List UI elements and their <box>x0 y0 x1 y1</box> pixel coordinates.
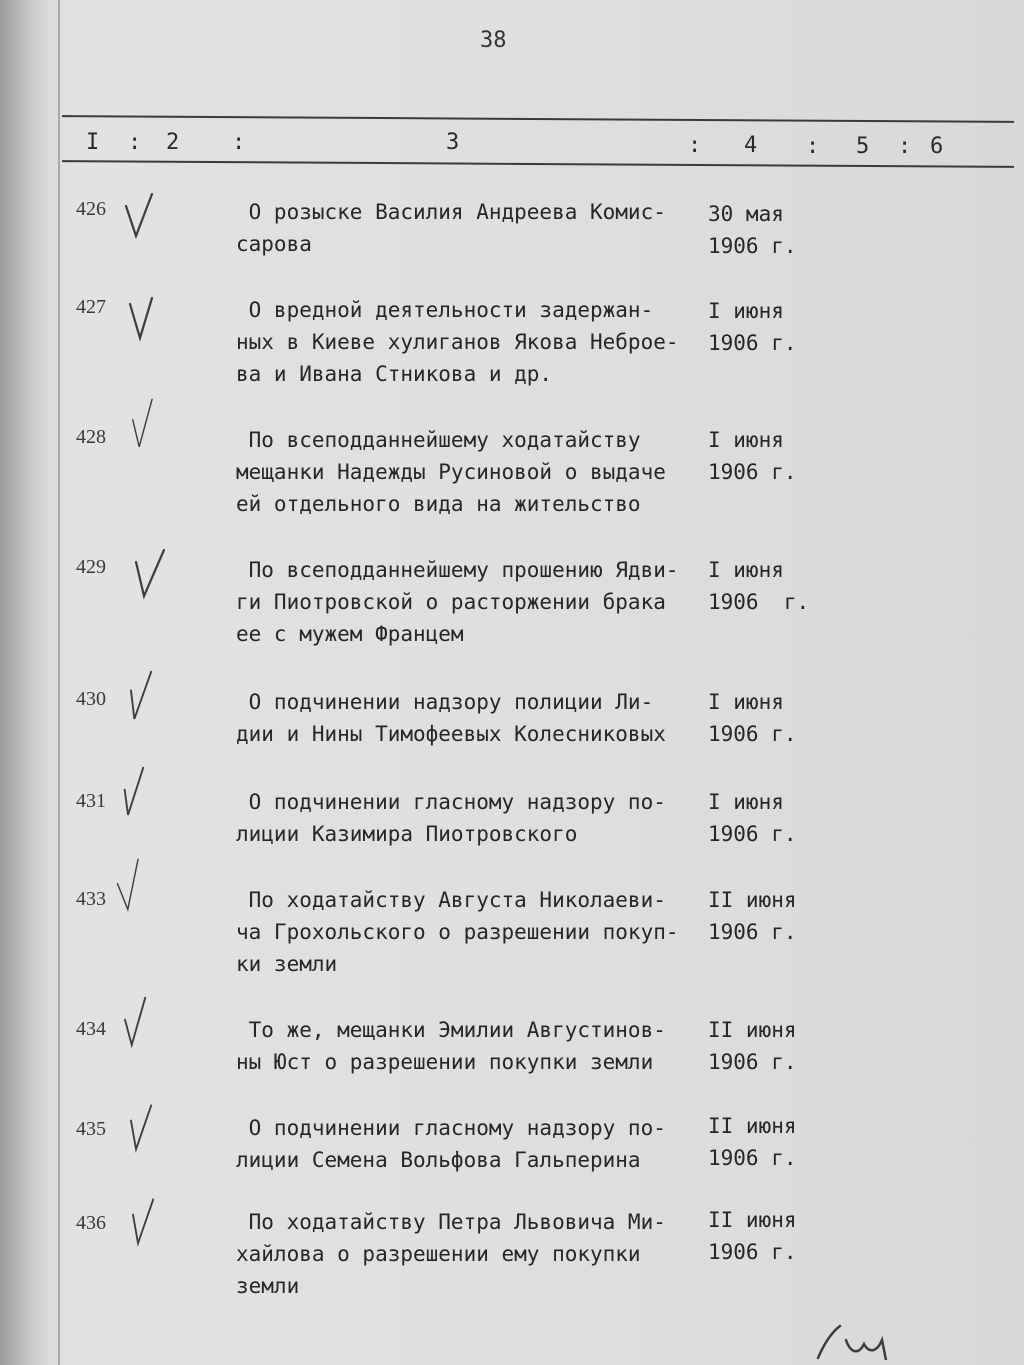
entry-date: II июня 1906 г. <box>708 1114 797 1170</box>
entry-number: 435 <box>76 1118 106 1140</box>
checkmark-icon <box>132 548 178 602</box>
entry-number: 436 <box>76 1212 106 1234</box>
entry-description: По ходатайству Августа Николаеви- ча Грохольского о разрешении покуп- ки земли <box>236 888 679 976</box>
entry-date: I июня 1906 г. <box>708 790 797 846</box>
entry-number: 434 <box>76 1018 106 1040</box>
handwritten-mark-icon <box>810 1300 910 1360</box>
binding-shadow <box>0 0 48 1365</box>
checkmark-icon <box>124 670 170 724</box>
header-col-1: I <box>86 130 100 155</box>
header-bottom-rule <box>62 160 1014 168</box>
entry-date: I июня 1906 г. <box>708 690 797 746</box>
entry-number: 429 <box>76 556 106 578</box>
entry-date: II июня 1906 г. <box>708 1208 797 1264</box>
entry-number: 428 <box>76 426 106 448</box>
header-separator: : <box>232 130 246 155</box>
checkmark-icon <box>124 292 170 346</box>
entry-number: 433 <box>76 888 106 910</box>
checkmark-icon <box>118 996 164 1050</box>
entry-date: II июня 1906 г. <box>708 1018 797 1074</box>
page-fold-line <box>58 0 60 1365</box>
header-separator: : <box>688 133 702 158</box>
header-separator: : <box>898 134 912 159</box>
header-top-rule <box>62 115 1014 123</box>
checkmark-icon <box>122 398 168 452</box>
checkmark-icon <box>108 858 154 912</box>
header-col-2: 2 <box>166 130 180 155</box>
page-number: 38 <box>480 28 507 53</box>
entry-number: 427 <box>76 296 106 318</box>
header-separator: : <box>128 130 142 155</box>
entry-description: О подчинении гласному надзору по- лиции Казимира Пиотровского <box>236 790 666 846</box>
entry-description: По всеподданнейшему прошению Ядви- ги Пиотровской о расторжении брака ее с мужем Францем <box>236 558 679 646</box>
checkmark-icon <box>116 766 162 820</box>
entry-description: То же, мещанки Эмилии Августинов- ны Юст о разрешении покупки земли <box>236 1018 666 1074</box>
entry-description: О подчинении гласному надзору по- лиции Семена Вольфова Гальперина <box>236 1116 666 1172</box>
entry-date: II июня 1906 г. <box>708 888 797 944</box>
entry-description: По всеподданнейшему ходатайству мещанки Надежды Русиновой о выдаче ей отдельного вида на жительство <box>236 428 666 516</box>
entry-description: О подчинении надзору полиции Ли- дии и Нины Тимофеевых Колесниковых <box>236 690 666 746</box>
checkmark-icon <box>126 1196 172 1250</box>
entry-description: По ходатайству Петра Львовича Ми- хайлова о разрешении ему покупки земли <box>236 1210 666 1298</box>
checkmark-icon <box>124 1102 170 1156</box>
header-separator: : <box>806 134 820 159</box>
checkmark-icon <box>122 192 168 246</box>
header-col-4: 4 <box>744 133 758 158</box>
entry-description: О розыске Василия Андреева Комис- сарова <box>236 200 666 256</box>
entry-description: О вредной деятельности задержан- ных в Киеве хулиганов Якова Неброе- ва и Ивана Стникова и др. <box>236 298 679 386</box>
entry-date: I июня 1906 г. <box>708 428 797 484</box>
entry-number: 431 <box>76 790 106 812</box>
header-col-3: 3 <box>446 130 460 155</box>
entry-number: 430 <box>76 688 106 710</box>
header-col-5: 5 <box>856 134 870 159</box>
entry-date: 30 мая 1906 г. <box>708 202 797 258</box>
entry-date: I июня 1906 г. <box>708 558 810 614</box>
header-col-6: 6 <box>930 134 944 159</box>
entry-date: I июня 1906 г. <box>708 299 797 355</box>
entry-number: 426 <box>76 198 106 220</box>
